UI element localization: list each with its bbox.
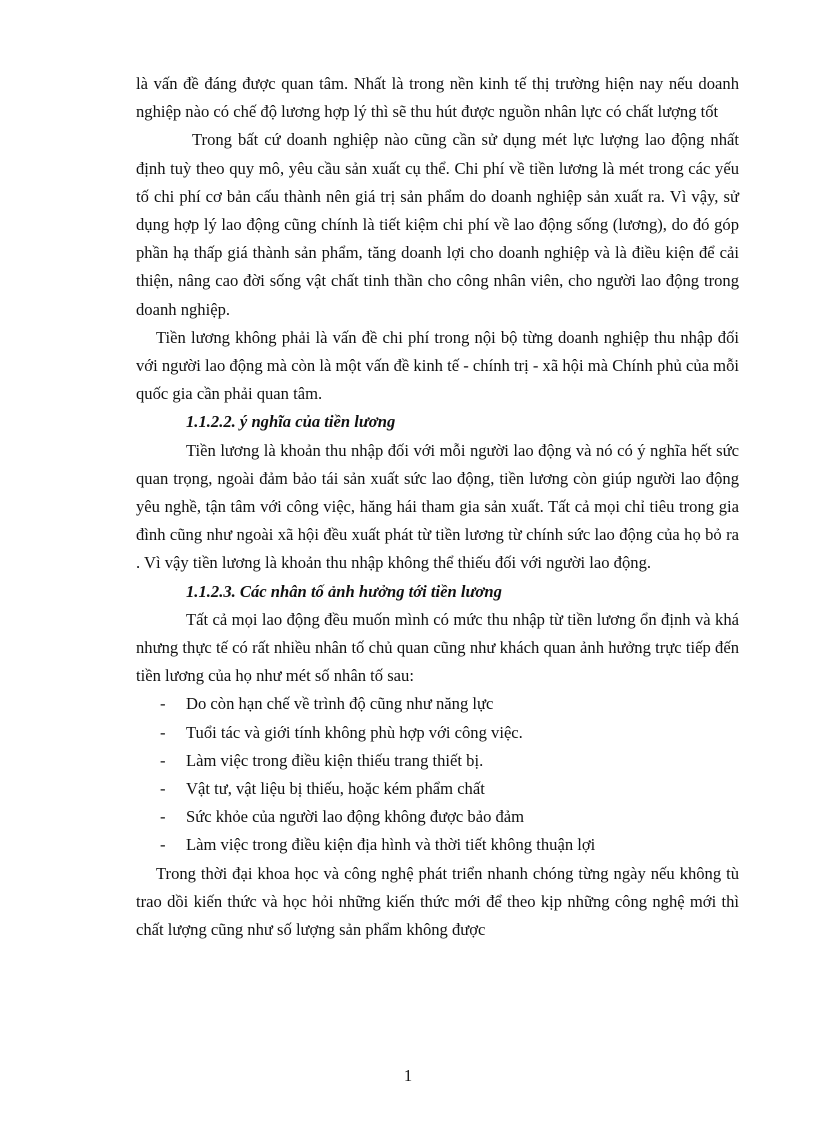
paragraph-wage-macro: Tiền lương không phải là vấn đề chi phí trong nội bộ từng doanh nghiệp thu nhập đối với người lao động mà còn là một vấn đề kinh tế - chính trị - xã hội mà Chính phủ của mỗi quốc gia cần phải quan tâm. [136,327,739,404]
list-item: - Sức khỏe của người lao động không được bảo đảm [136,803,739,831]
bullet-dash: - [160,835,166,855]
paragraph-intro: là vấn đề đáng được quan tâm. Nhất là trong nền kinh tế thị trường hiện nay nếu doanh nghiệp nào có chế độ lương hợp lý thì sẽ thu hút được nguồn nhân lực có chất lượng tốt [136,74,739,122]
page-number: 1 [403,1066,413,1085]
list-item: - Tuổi tác và giới tính không phù hợp với công việc. [136,719,739,747]
bullet-dash: - [160,694,166,714]
paragraph-technology: Trong thời đại khoa học và công nghệ phát triển nhanh chóng từng ngày nếu không tù trao dồi kiến thức và học hỏi những kiến thức mới để theo kịp những công nghệ mới thì chất lượng cũng như số lượng sản phẩm không được [136,863,739,940]
bullet-dash: - [160,750,166,770]
section-heading-meaning: 1.1.2.2. ý nghĩa của tiền lương [186,412,396,432]
section-heading-factors: 1.1.2.3. Các nhân tố ảnh hưởng tới tiền lương [186,581,502,601]
paragraph-meaning: Tiền lương là khoản thu nhập đối với mỗi người lao động và nó có ý nghĩa hết sức quan trọng, ngoài đảm bảo tái sản xuất sức lao động, tiền lương còn giúp người lao động yêu nghề, tận tâm với công việc, hăng hái tham gia sản xuất. Tất cả mọi chỉ tiêu trong gia đình cũng như ngoài xã hội đều xuất phát từ tiền lương từ chính sức lao động của họ bỏ ra . Vì vậy tiền lương là khoản thu nhập không thể thiếu đối với người lao động. [136,440,739,573]
bullet-dash: - [160,779,166,799]
factor-list [136,690,739,859]
list-item: - Vật tư, vật liệu bị thiếu, hoặc kém phẩm chất [136,775,739,803]
bullet-dash: - [160,722,166,742]
document-page [136,70,739,944]
paragraph-labor-cost: Trong bất cứ doanh nghiệp nào cũng cần sử dụng mét lực lượng lao động nhất định tuỳ theo quy mô, yêu cầu sản xuất cụ thể. Chi phí về tiền lương là mét trong các yếu tố chi phí cơ bản cấu thành nên giá trị sản phẩm do doanh nghiệp sản xuất ra. Vì vậy, sử dụng hợp lý lao động cũng chính là tiết kiệm chi phí về lao động sống (lương), do đó góp phần hạ thấp giá thành sản phẩm, tăng doanh lợi cho doanh nghiệp và là điều kiện để cải thiện, nâng cao đời sống vật chất tinh thần cho công nhân viên, cho người lao động trong doanh nghiệp. [136,130,739,319]
list-item: - Làm việc trong điều kiện thiếu trang thiết bị. [136,747,739,775]
list-item: - Làm việc trong điều kiện địa hình và thời tiết không thuận lợi [136,831,739,859]
list-item: - Do còn hạn chế về trình độ cũng như năng lực [136,690,739,718]
paragraph-factors: Tất cả mọi lao động đều muốn mình có mức thu nhập từ tiền lương ổn định và khá nhưng thực tế có rất nhiều nhân tố chủ quan cũng như khách quan ảnh hưởng trực tiếp đến tiền lương của họ như mét số nhân tố sau: [136,609,739,686]
bullet-dash: - [160,807,166,827]
